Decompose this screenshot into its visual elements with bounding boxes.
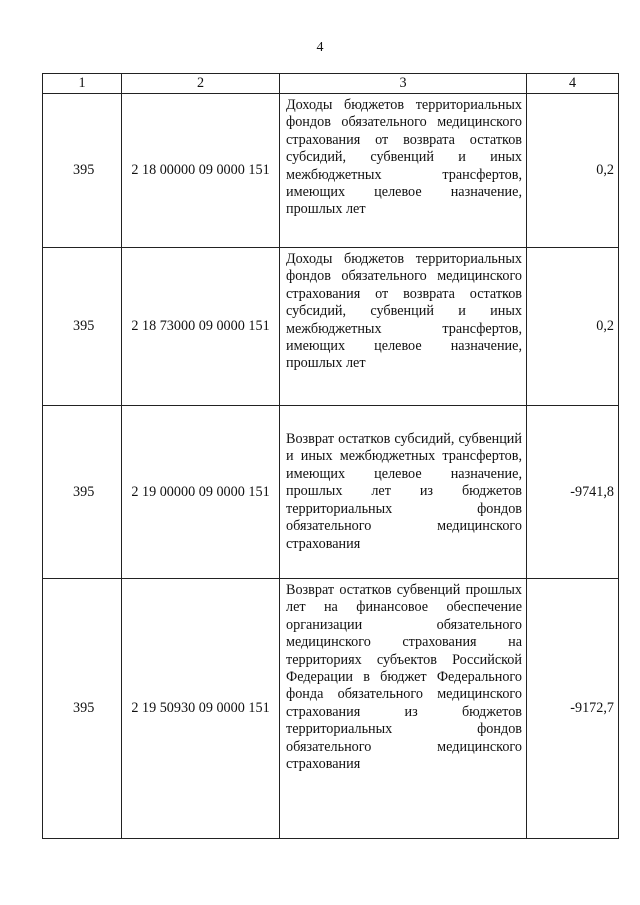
description-cell bbox=[280, 579, 527, 839]
description-text: Доходы бюджетов территориальных фондов обязательного медицинского страхования от возврата остатков субсидий, субвенций и иных межбюджетных трансфертов, имеющих целевое назначение, прошлых лет bbox=[286, 97, 522, 218]
table-row bbox=[43, 248, 619, 406]
budget-code-cell: 2 19 00000 09 0000 151 bbox=[122, 406, 280, 579]
header-col-1: 1 bbox=[43, 74, 122, 94]
admin-code-cell: 395 bbox=[43, 94, 122, 248]
amount-cell: -9172,7 bbox=[527, 579, 619, 839]
amount-cell: -9741,8 bbox=[527, 406, 619, 579]
amount-cell: 0,2 bbox=[527, 248, 619, 406]
table-row bbox=[43, 406, 619, 579]
table-row bbox=[43, 579, 619, 839]
admin-code-cell: 395 bbox=[43, 248, 122, 406]
admin-code-cell: 395 bbox=[43, 406, 122, 579]
table-row bbox=[43, 94, 619, 248]
budget-code-cell: 2 19 50930 09 0000 151 bbox=[122, 579, 280, 839]
table-header-row bbox=[43, 74, 619, 94]
description-cell bbox=[280, 406, 527, 579]
budget-code-cell: 2 18 73000 09 0000 151 bbox=[122, 248, 280, 406]
budget-code-cell: 2 18 00000 09 0000 151 bbox=[122, 94, 280, 248]
amount-cell: 0,2 bbox=[527, 94, 619, 248]
description-text: Возврат остатков субвенций прошлых лет на финансовое обеспечение организации обязательного медицинского страхования на территориях субъектов Российской Федерации в бюджет Федерального фонда обязательного медицинского страхования из бюджетов территориальных фондов обязательного медицинского страхования bbox=[286, 582, 522, 773]
description-text: Доходы бюджетов территориальных фондов обязательного медицинского страхования от возврата остатков субсидий, субвенций и иных межбюджетных трансфертов, имеющих целевое назначение, прошлых лет bbox=[286, 251, 522, 372]
budget-table bbox=[42, 73, 619, 839]
header-col-4: 4 bbox=[527, 74, 619, 94]
page-number: 4 bbox=[316, 40, 324, 55]
description-cell bbox=[280, 94, 527, 248]
description-cell bbox=[280, 248, 527, 406]
description-text: Возврат остатков субсидий, субвенций и иных межбюджетных трансфертов, имеющих целевое назначение, прошлых лет из бюджетов территориальных фондов обязательного медицинского страхования bbox=[286, 431, 522, 552]
header-col-2: 2 bbox=[122, 74, 280, 94]
header-col-3: 3 bbox=[280, 74, 527, 94]
admin-code-cell: 395 bbox=[43, 579, 122, 839]
